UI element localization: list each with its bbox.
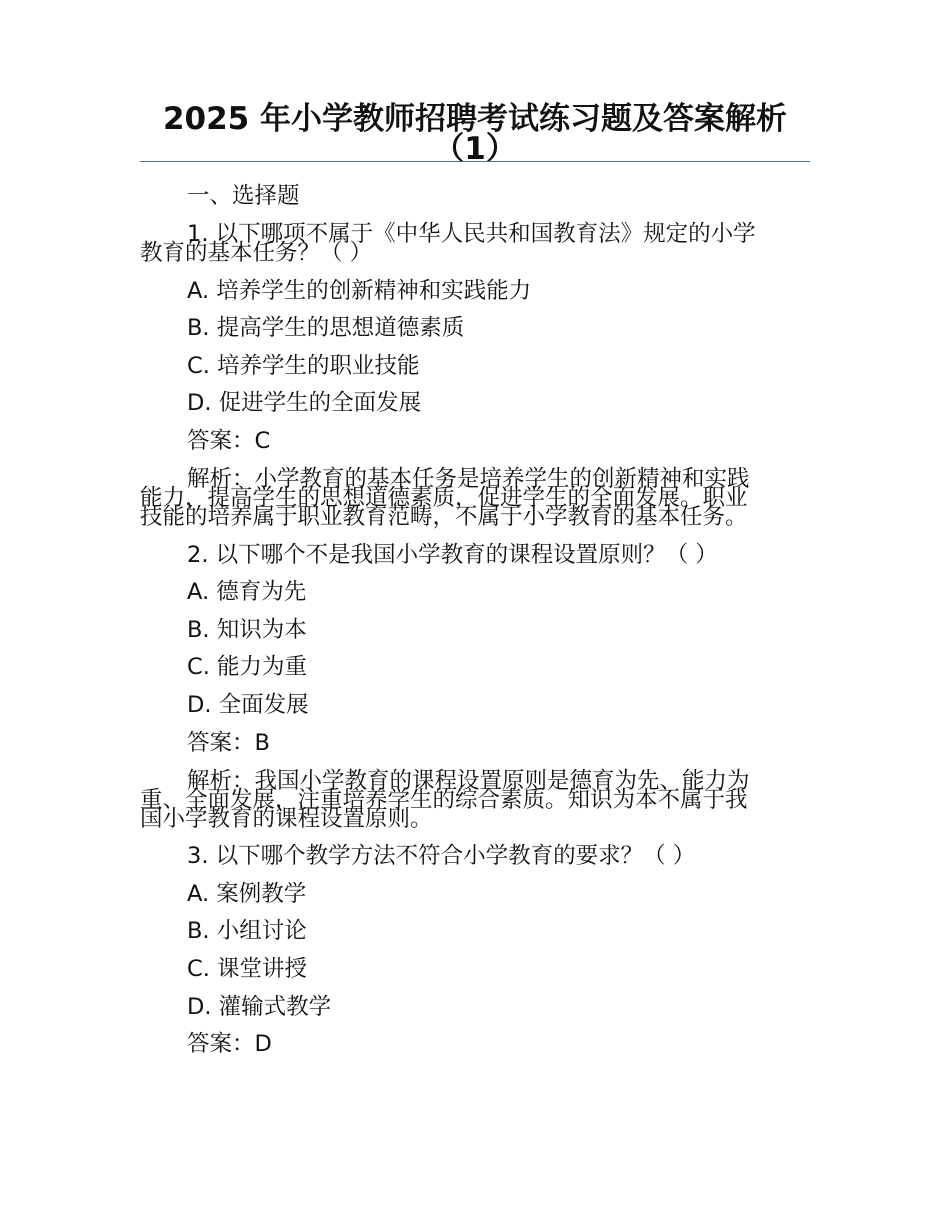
question-2-answer: 答案：B (187, 729, 270, 756)
question-2-option-b: B. 知识为本 (187, 616, 307, 643)
question-2-stem: 2. 以下哪个不是我国小学教育的课程设置原则？（ ） (187, 541, 718, 568)
question-1-stem-line-1: 1. 以下哪项不属于《中华人民共和国教育法》规定的小学 (187, 221, 756, 248)
question-3-option-a: A. 案例教学 (187, 880, 307, 907)
question-3-option-b: B. 小组讨论 (187, 918, 307, 945)
question-1-analysis-line-1: 解析：小学教育的基本任务是培养学生的创新精神和实践 (187, 466, 750, 493)
title-underline (140, 161, 810, 162)
question-1-analysis-line-2: 能力，提高学生的思想道德素质，促进学生的全面发展。职业 (140, 485, 748, 512)
question-1-option-a: A. 培养学生的创新精神和实践能力 (187, 277, 532, 304)
question-1-analysis-line-3: 技能的培养属于职业教育范畴，不属于小学教育的基本任务。 (140, 504, 748, 531)
question-2-analysis-line-2: 重、全面发展，注重培养学生的综合素质。知识为本不属于我 (140, 786, 748, 813)
question-1-option-d: D. 促进学生的全面发展 (187, 390, 422, 417)
question-3-stem: 3. 以下哪个教学方法不符合小学教育的要求？（ ） (187, 843, 696, 870)
question-2-option-d: D. 全面发展 (187, 691, 309, 718)
question-3-option-d: D. 灌输式教学 (187, 993, 332, 1020)
question-2-analysis-line-3: 国小学教育的课程设置原则。 (140, 805, 433, 832)
section-heading: 一、选择题 (187, 183, 300, 209)
question-1-option-b: B. 提高学生的思想道德素质 (187, 315, 465, 342)
question-1-stem (140, 216, 810, 273)
question-1-analysis (140, 461, 810, 537)
question-3-answer: 答案：D (187, 1031, 272, 1058)
question-2-analysis (140, 762, 810, 838)
question-2-analysis-line-1: 解析：我国小学教育的课程设置原则是德育为先、能力为 (187, 767, 750, 794)
document-body (140, 178, 810, 1064)
question-2-option-a: A. 德育为先 (187, 579, 307, 606)
question-3-option-c: C. 课堂讲授 (187, 955, 308, 982)
question-1-option-c: C. 培养学生的职业技能 (187, 352, 420, 379)
question-2-option-c: C. 能力为重 (187, 654, 308, 681)
page-title: 2025 年小学教师招聘考试练习题及答案解析（1） (162, 101, 788, 167)
question-1-answer: 答案：C (187, 427, 271, 454)
question-1-stem-line-2: 教育的基本任务？（ ） (140, 240, 373, 267)
